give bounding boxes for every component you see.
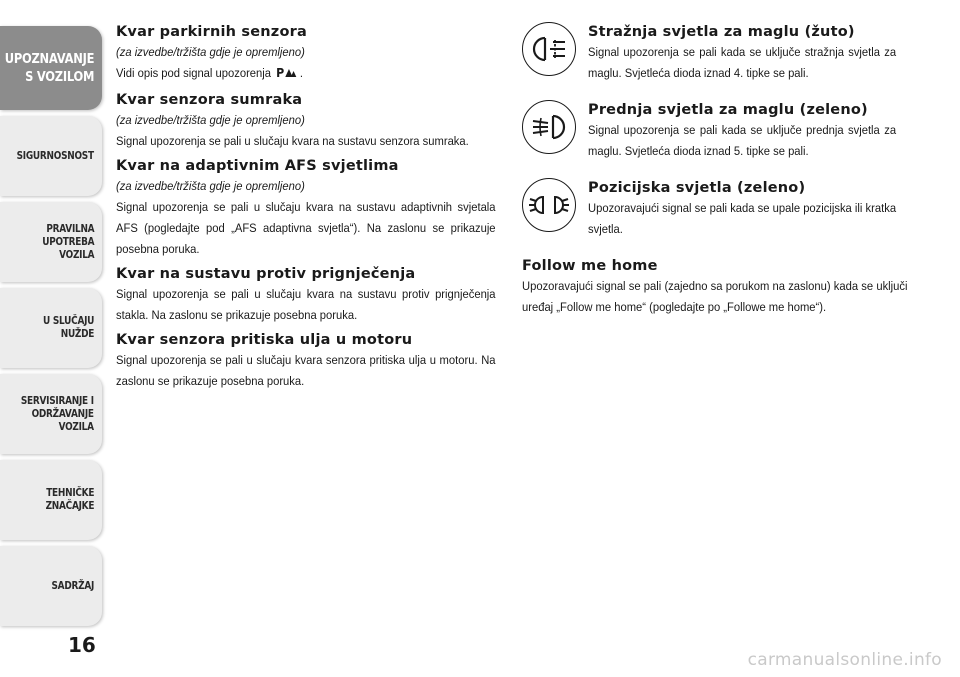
section-title: Kvar senzora sumraka [116,92,303,108]
section-title: Follow me home [522,258,658,274]
rear-fog-light-icon [522,22,576,76]
section-body: Signal upozorenja se pali u slučaju kvara na sustavu protiv prignječenja stakla. Na zaslonu se prikazuje posebna poruka. [116,287,496,322]
section-parking-sensors [116,22,498,86]
parking-sensor-icon [276,65,298,86]
section-title: Kvar na adaptivnim AFS svjetlima [116,158,399,174]
tab-servisiranje[interactable] [0,374,102,454]
entry-rear-fog [522,22,910,92]
tab-label: U SLUČAJU NUŽDE [42,315,94,340]
position-light-icon [522,178,576,232]
body-text: . [299,66,304,80]
section-title: Kvar senzora pritiska ulja u motoru [116,332,413,348]
section-title: Kvar na sustavu protiv prignječenja [116,266,416,282]
svg-text:P: P [275,66,285,79]
chapter-sidebar [0,26,102,632]
right-column [522,22,910,322]
section-note: (za izvedbe/tržišta gdje je opremljeno) [116,113,305,127]
entry-front-fog [522,100,910,170]
tab-sigurnosnost[interactable] [0,116,102,196]
tab-sadrzaj[interactable] [0,546,102,626]
body-text: Vidi opis pod signal upozorenja [116,66,272,80]
tab-label: UPOZNAVANJE S VOZILOM [4,51,94,85]
section-body: Upozoravajući signal se pali (zajedno sa porukom na zaslonu) kada se uključi uređaj „Follow me home“ (pogledajte po „Followe me home“). [522,279,908,314]
section-body: Signal upozorenja se pali u slučaju kvara na sustavu adaptivnih svjetala AFS (pogledajte pod „AFS adaptivna svjetla“). Na zaslonu se prikazuje posebna poruka. [116,200,496,256]
tab-pravilna-upotreba[interactable] [0,202,102,282]
page-number: 16 [68,633,96,657]
section-title: Kvar parkirnih senzora [116,24,307,40]
section-body: Signal upozorenja se pali u slučaju kvara senzora pritiska ulja u motoru. Na zaslonu se prikazuje posebna poruka. [116,353,496,388]
entry-position-lights [522,178,910,248]
front-fog-light-icon [522,100,576,154]
entry-title: Stražnja svjetla za maglu (žuto) [588,24,855,40]
watermark: carmanualsonline.info [747,650,942,670]
section-note: (za izvedbe/tržišta gdje je opremljeno) [116,45,305,59]
tab-label: SERVISIRANJE I ODRŽAVANJE VOZILA [21,394,94,433]
tab-label: PRAVILNA UPOTREBA VOZILA [41,222,94,261]
section-follow-me-home [522,256,910,318]
entry-title: Prednja svjetla za maglu (zeleno) [588,102,868,118]
section-oil-pressure [116,330,498,392]
left-column [116,22,498,396]
entry-body: Signal upozorenja se pali kada se uključe prednja svjetla za maglu. Svjetleća dioda iznad 5. tipke se pali. [588,123,897,158]
section-anti-pinch [116,264,498,326]
tab-label: SIGURNOSNOST [16,149,94,162]
tab-label: SADRŽAJ [51,579,94,592]
section-body [116,63,496,86]
entry-body: Upozoravajući signal se pali kada se upale pozicijska ili kratka svjetla. [588,201,897,236]
tab-label: TEHNIČKE ZNAČAJKE [45,487,94,512]
entry-title: Pozicijska svjetla (zeleno) [588,180,806,196]
section-twilight-sensor [116,90,498,152]
tab-tehnicke-znacajke[interactable] [0,460,102,540]
entry-body: Signal upozorenja se pali kada se uključe stražnja svjetla za maglu. Svjetleća dioda iznad 4. tipke se pali. [588,45,897,80]
section-afs-lights [116,156,498,260]
tab-u-slucaju-nuzde[interactable] [0,288,102,368]
section-note: (za izvedbe/tržišta gdje je opremljeno) [116,179,305,193]
section-body: Signal upozorenja se pali u slučaju kvara na sustavu senzora sumraka. [116,134,469,148]
tab-upoznavanje[interactable] [0,26,102,110]
